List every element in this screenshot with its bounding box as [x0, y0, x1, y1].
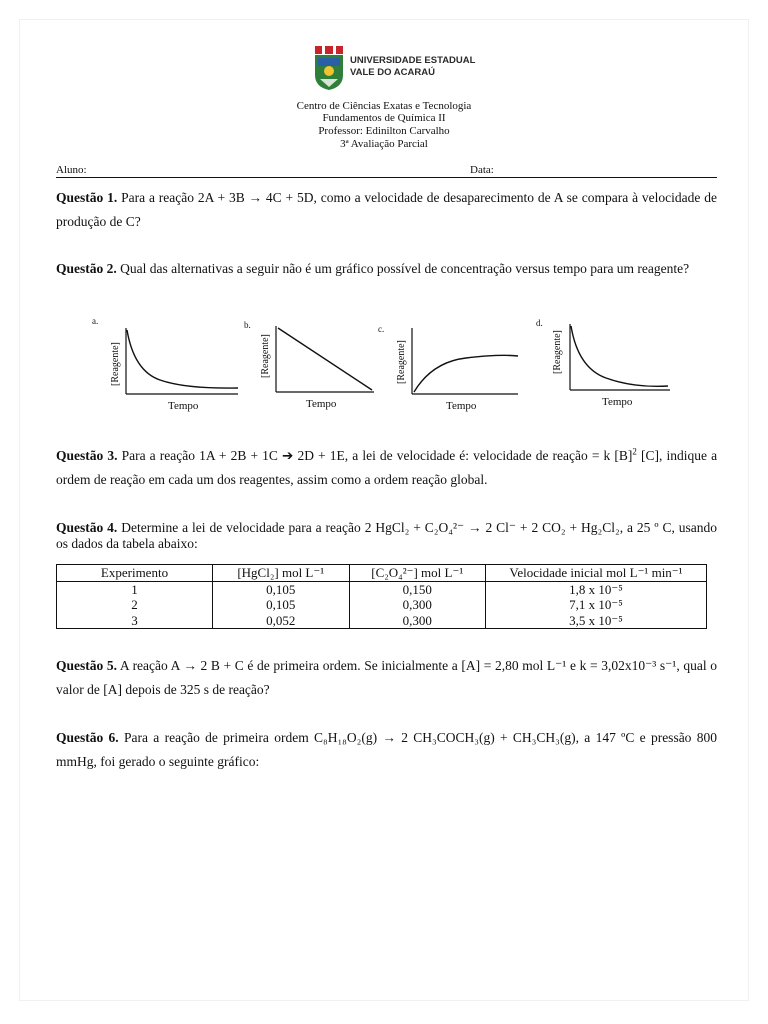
question-3-text-c: [C], indique a ordem de reação em cada um dos reagentes, assim como a ordem reação global.: [56, 448, 718, 487]
arrow-icon: ➔: [282, 448, 294, 463]
graph-b-letter: b.: [244, 320, 251, 330]
question-1-label: Questão 1.: [56, 190, 118, 205]
question-3-text-a: Para a reação 1A + 2B + 1C: [121, 448, 278, 463]
university-crest-icon: [312, 45, 346, 91]
graph-a-ylabel: [Reagente]: [110, 342, 121, 386]
table-row: [57, 581, 707, 597]
question-6: [56, 726, 717, 774]
table-cell: 3: [57, 613, 213, 629]
question-3: [56, 444, 717, 492]
table-cell: 1,8 x 10⁻⁵: [486, 581, 707, 597]
question-5-label: Questão 5.: [56, 658, 118, 673]
university-name-line1: UNIVERSIDADE ESTADUAL: [350, 55, 476, 66]
question-2-text: Qual das alternativas a seguir não é um gráfico possível de concentração versus tempo para um reagente?: [120, 261, 690, 276]
table-row: [57, 597, 707, 613]
graph-c-xlabel: Tempo: [446, 400, 477, 412]
university-logo: [312, 45, 482, 95]
question-5: [56, 654, 717, 702]
table-cell: 0,052: [213, 613, 350, 629]
table-cell: 1: [57, 581, 213, 597]
question-2: [56, 257, 717, 281]
table-cell: 2: [57, 597, 213, 613]
table-cell: 0,105: [213, 581, 350, 597]
graph-c-letter: c.: [378, 324, 385, 334]
table-header: Experimento: [57, 565, 213, 582]
question-3-exponent: 2: [632, 446, 637, 457]
graph-a-xlabel: Tempo: [168, 400, 199, 412]
graph-d-ylabel: [Reagente]: [552, 330, 563, 374]
graph-d-letter: d.: [536, 318, 543, 328]
university-name-line2: VALE DO ACARAÚ: [350, 67, 435, 78]
data-label: Data:: [470, 164, 494, 176]
header-line-3: Professor: Edinilton Carvalho: [318, 125, 450, 137]
graph-d: [536, 316, 676, 416]
question-4-label: Questão 4.: [56, 520, 118, 535]
header-line-1: Centro de Ciências Exatas e Tecnologia: [296, 100, 472, 112]
table-header-row: [57, 565, 707, 582]
question-6-label: Questão 6.: [56, 730, 119, 745]
table-cell: 0,300: [349, 613, 486, 629]
header-line-4: 3ª Avaliação Parcial: [340, 138, 428, 150]
table-cell: 0,105: [213, 597, 350, 613]
table-header: Velocidade inicial mol L⁻¹ min⁻¹: [486, 565, 707, 582]
graph-a: [90, 316, 250, 416]
graph-c-ylabel: [Reagente]: [396, 340, 407, 384]
graph-d-xlabel: Tempo: [602, 396, 633, 408]
aluno-label: Aluno:: [56, 164, 87, 176]
header-divider: [56, 177, 717, 178]
question-2-label: Questão 2.: [56, 261, 117, 276]
question-1: [56, 186, 717, 234]
table-cell: 0,150: [349, 581, 486, 597]
question-4: [56, 520, 717, 552]
table-row: [57, 613, 707, 629]
table-cell: 7,1 x 10⁻⁵: [486, 597, 707, 613]
exam-page: [20, 20, 748, 1000]
graph-c: [376, 318, 526, 418]
question-1-text: Para a reação 2A + 3B → 4C + 5D, como a velocidade de desaparecimento de A se compara à velocidade de produção de C?: [56, 190, 717, 229]
graph-a-letter: a.: [92, 316, 99, 326]
question-4-text: Determine a lei de velocidade para a reação 2 HgCl₂ + C₂O₄²⁻ → 2 Cl⁻ + 2 CO₂ + Hg₂Cl₂, a 25 º C, usando os dados da tabela abaixo:: [56, 520, 717, 551]
question-3-label: Questão 3.: [56, 448, 118, 463]
kinetics-data-table: [56, 564, 707, 629]
graph-b: [242, 316, 385, 416]
question-3-text-b: 2D + 1E, a lei de velocidade é: velocidade de reação = k [B]: [297, 448, 633, 463]
table-header: [C₂O₄²⁻] mol L⁻¹: [349, 565, 486, 582]
table-cell: 0,300: [349, 597, 486, 613]
graph-b-xlabel: Tempo: [306, 398, 337, 410]
table-header: [HgCl₂] mol L⁻¹: [213, 565, 350, 582]
question-5-text: A reação A → 2 B + C é de primeira ordem. Se inicialmente a [A] = 2,80 mol L⁻¹ e k = 3,02x10⁻³ s⁻¹, qual o valor de [A] depois de 325 s de reação?: [56, 658, 717, 697]
header-line-2: Fundamentos de Química II: [322, 112, 446, 124]
table-cell: 3,5 x 10⁻⁵: [486, 613, 707, 629]
question-6-text: Para a reação de primeira ordem C₈H₁₈O₂(g) → 2 CH₃COCH₃(g) + CH₃CH₃(g), a 147 ºC e pressão 800 mmHg, foi gerado o seguinte gráfico:: [56, 730, 717, 769]
graph-b-ylabel: [Reagente]: [260, 334, 271, 378]
